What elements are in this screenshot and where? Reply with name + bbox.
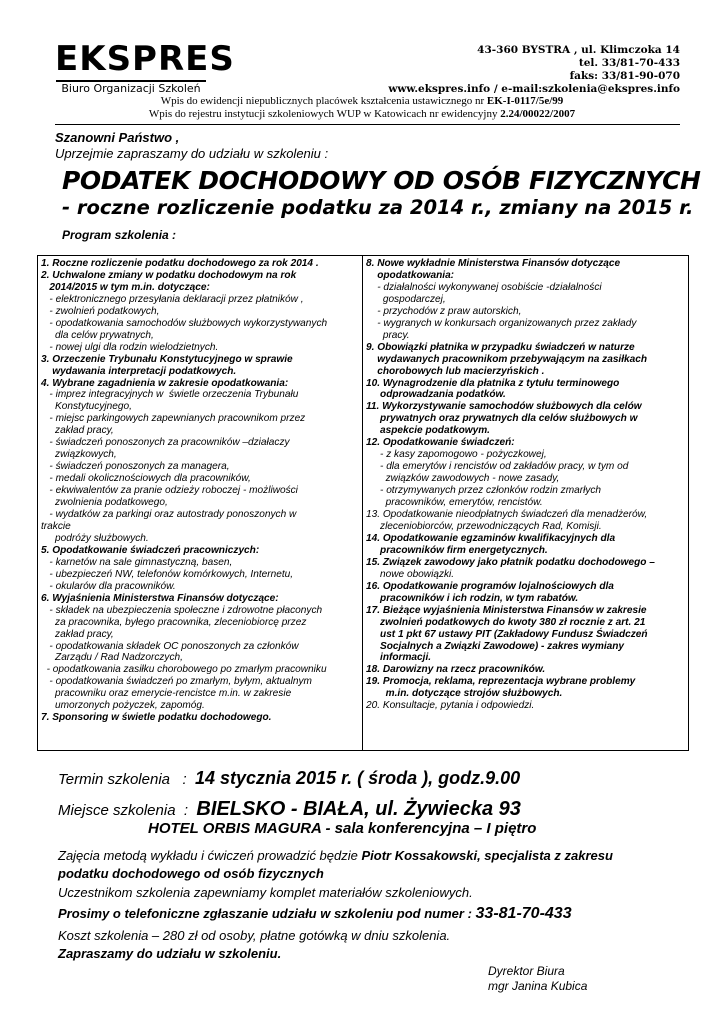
- program-line: - z kasy zapomogowo - pożyczkowej,: [366, 449, 547, 461]
- program-line: 18. Darowizny na rzecz pracowników.: [366, 664, 546, 676]
- program-line: 1. Roczne rozliczenie podatku dochodowego za rok 2014 .: [41, 258, 319, 269]
- program-line: 19. Promocja, reklama, reprezentacja wybrane problemy: [366, 676, 636, 688]
- program-line: za pracownika, byłego pracownika, zleceniobiorcę przez: [41, 616, 307, 628]
- program-line: pracowników i ich rodzin, w tym rabatów.: [366, 592, 579, 604]
- course-title: PODATEK DOCHODOWY OD OSÓB FIZYCZNYCH: [62, 166, 701, 195]
- program-line: Socjalnych a Związki Zawodowe) - zakres wymiany: [366, 640, 625, 652]
- program-line: m.in. dotyczące strojów służbowych.: [366, 688, 563, 700]
- program-line: 14. Opodatkowanie egzaminów kwalifikacyjnych dla: [366, 532, 616, 544]
- program-line: - imprez integracyjnych w świetle orzeczenia Trybunału: [41, 389, 299, 401]
- program-line: 7. Sponsoring w świetle podatku dochodowego.: [41, 712, 272, 724]
- program-line: - wydatków za parkingi oraz autostrady ponoszonych w: [41, 509, 297, 521]
- program-line: dla celów prywatnych,: [41, 329, 154, 341]
- program-line: odprowadzania podatków.: [366, 389, 506, 401]
- invitation: Uprzejmie zapraszamy do udziału w szkoleniu :: [55, 146, 329, 161]
- phone: tel. 33/81-70-433: [578, 57, 680, 69]
- greeting-block: [55, 130, 328, 162]
- place-label: Miejsce szkolenia :: [58, 802, 197, 819]
- program-line: 20. Konsultacje, pytania i odpowiedzi.: [366, 700, 535, 712]
- program-line: umorzonych pożyczek, zapomóg.: [41, 700, 205, 712]
- program-line: zakład pracy,: [41, 628, 114, 640]
- program-line: 2. Uchwalone zmiany w podatku dochodowym na rok: [41, 269, 297, 281]
- program-line: - medali okolicznościowych dla pracowników,: [41, 473, 251, 485]
- program-line: związków zawodowych - nowe zasady,: [366, 473, 560, 485]
- term-value: 14 stycznia 2015 r. ( środa ), godz.9.00: [195, 768, 521, 788]
- signature-name: mgr Janina Kubica: [488, 979, 588, 993]
- program-line: pracowników firm energetycznych.: [366, 544, 548, 556]
- program-line: - okularów dla pracowników.: [41, 580, 176, 592]
- program-line: 8. Nowe wykładnie Ministerstwa Finansów dotyczące: [366, 258, 621, 269]
- program-line: - opodatkowania zasiłku chorobowego po zmarłym pracowniku: [41, 664, 327, 676]
- program-line: wydawanych pracownikom przebywającym na zasiłkach: [366, 353, 648, 365]
- header-divider: [55, 124, 680, 125]
- program-line: - karnetów na sale gimnastyczną, basen,: [41, 556, 233, 568]
- program-line: 5. Opodatkowanie świadczeń pracowniczych:: [41, 544, 260, 556]
- materials-note: Uczestnikom szkolenia zapewniamy komplet materiałów szkoleniowych.: [58, 885, 473, 900]
- registration-phone[interactable]: 33-81-70-433: [475, 905, 572, 922]
- program-line: nowe obowiązki.: [366, 568, 455, 580]
- program-line: - działalności wykonywanej osobiście -działalności: [366, 281, 602, 293]
- program-line: - przychodów z praw autorskich,: [366, 305, 522, 317]
- program-line: 13. Opodatkowanie nieodpłatnych świadczeń dla menadżerów,: [366, 509, 648, 521]
- program-table: [37, 255, 689, 751]
- program-line: 11. Wykorzystywanie samochodów służbowych dla celów: [366, 401, 642, 413]
- registry-line-2: Wpis do rejestru instytucji szkoleniowych WUP w Katowicach nr ewidencyjny 2.24/00022/2007: [148, 108, 576, 120]
- program-line: - opodatkowania świadczeń po zmarłym, byłym, aktualnym: [41, 676, 312, 688]
- program-line: 12. Opodatkowanie świadczeń:: [366, 437, 515, 449]
- registration-line: Prosimy o telefoniczne zgłaszanie udziału w szkoleniu pod numer : 33-81-70-433: [58, 905, 572, 922]
- address: 43-360 BYSTRA , ul. Klimczoka 14: [477, 44, 680, 56]
- program-line: zleceniobiorców, przewodniczących Rad, Komisji.: [366, 520, 602, 532]
- program-line: pracy.: [366, 329, 410, 341]
- program-line: trakcie: [41, 520, 71, 532]
- closing-note: Zapraszamy do udziału w szkoleniu.: [58, 946, 282, 961]
- program-line: pracowniku oraz emerycie-rencistce m.in. w zakresie: [41, 688, 292, 700]
- program-line: Konstytucyjnego,: [41, 401, 132, 413]
- program-line: - wygranych w konkursach organizowanych przez zakłady: [366, 317, 637, 329]
- instructor-line: Zajęcia metodą wykładu i ćwiczeń prowadzić będzie Piotr Kossakowski, specjalista z zakresu: [58, 848, 613, 863]
- course-subtitle: - roczne rozliczenie podatku za 2014 r., zmiany na 2015 r.: [62, 196, 694, 219]
- program-line: podróży służbowych.: [41, 532, 149, 544]
- program-line: związkowych,: [41, 449, 117, 461]
- program-line: - opodatkowania składek OC ponoszonych za członków: [41, 640, 299, 652]
- program-line: 17. Bieżące wyjaśnienia Ministerstwa Finansów w zakresie: [366, 604, 647, 616]
- program-line: prywatnych oraz prywatnych dla celów służbowych w: [366, 413, 638, 425]
- program-line: zwolnień podatkowych do kwoty 380 zł rocznie z art. 21: [366, 616, 646, 628]
- program-line: - miejsc parkingowych zapewnianych pracownikom przez: [41, 413, 306, 425]
- cost-note: Koszt szkolenia – 280 zł od osoby, płatne gotówką w dniu szkolenia.: [58, 928, 451, 943]
- program-column-right: [363, 256, 688, 750]
- program-line: - dla emerytów i rencistów od zakładów pracy, w tym od: [366, 461, 629, 473]
- instructor-line-2: podatku dochodowego od osób fizycznych: [58, 866, 324, 881]
- program-line: zakład pracy,: [41, 425, 114, 437]
- program-line: - nowej ulgi dla rodzin wielodzietnych.: [41, 341, 219, 353]
- program-line: - opodatkowania samochodów służbowych wykorzystywanych: [41, 317, 328, 329]
- program-line: - świadczeń ponoszonych za pracowników –działaczy: [41, 437, 290, 449]
- contact-block: [388, 44, 680, 96]
- program-line: 3. Orzeczenie Trybunału Konstytucyjnego w sprawie: [41, 353, 293, 365]
- term-row: [58, 767, 520, 791]
- program-line: 16. Opodatkowanie programów lojalnościowych dla: [366, 580, 614, 592]
- program-line: aspekcie podatkowym.: [366, 425, 490, 437]
- program-line: pracowników, emerytów, rencistów.: [366, 497, 543, 509]
- greeting: Szanowni Państwo ,: [55, 130, 180, 145]
- program-line: 15. Związek zawodowy jako płatnik podatku dochodowego –: [366, 556, 655, 568]
- program-line: - ekwiwalentów za pranie odzieży roboczej - możliwości: [41, 485, 298, 497]
- registry-line-1: Wpis do ewidencji niepublicznych placówek kształcenia ustawicznego nr EK-I-0117/5e/99: [160, 95, 564, 107]
- program-line: wydawania interpretacji podatkowych.: [41, 365, 237, 377]
- program-line: informacji.: [366, 652, 432, 664]
- program-line: 4. Wybrane zagadnienia w zakresie opodatkowania:: [41, 377, 289, 389]
- company-logo: EKSPRES: [55, 39, 235, 79]
- website-email[interactable]: www.ekspres.info / e-mail:szkolenia@ekspres.info: [388, 83, 680, 95]
- hotel-name: HOTEL ORBIS MAGURA - sala konferencyjna – I piętro: [148, 820, 537, 837]
- program-line: zwolnienia podatkowego,: [41, 497, 168, 509]
- program-line: gospodarczej,: [366, 293, 446, 305]
- program-line: - zwolnień podatkowych,: [41, 305, 160, 317]
- program-line: 2014/2015 w tym m.in. dotyczące:: [41, 281, 210, 293]
- program-line: - świadczeń ponoszonych za managera,: [41, 461, 230, 473]
- program-line: 9. Obowiązki płatnika w przypadku świadczeń w naturze: [366, 341, 635, 353]
- logo-subtitle: Biuro Organizacji Szkoleń: [56, 80, 206, 95]
- program-line: - elektronicznego przesyłania deklaracji przez płatników ,: [41, 293, 304, 305]
- program-line: chorobowych lub macierzyńskich .: [366, 365, 545, 377]
- program-line: - składek na ubezpieczenia społeczne i zdrowotne płaconych: [41, 604, 323, 616]
- signature-title: Dyrektor Biura: [488, 964, 565, 978]
- program-line: - otrzymywanych przez członków rodzin zmarłych: [366, 485, 602, 497]
- program-line: opodatkowania:: [366, 269, 455, 281]
- fax: faks: 33/81-90-070: [569, 70, 680, 82]
- program-line: Zarządu / Rad Nadzorczych,: [41, 652, 183, 664]
- program-line: 10. Wynagrodzenie dla płatnika z tytułu terminowego: [366, 377, 620, 389]
- program-label: Program szkolenia :: [62, 228, 177, 242]
- program-line: - ubezpieczeń NW, telefonów komórkowych, Internetu,: [41, 568, 294, 580]
- term-label: Termin szkolenia :: [58, 771, 195, 788]
- place-value: BIELSKO - BIAŁA, ul. Żywiecka 93: [196, 798, 521, 820]
- program-column-left: [38, 256, 363, 750]
- program-line: 6. Wyjaśnienia Ministerstwa Finansów dotyczące:: [41, 592, 279, 604]
- program-line: ust 1 pkt 67 ustawy PIT (Zakładowy Fundusz Świadczeń: [366, 628, 648, 640]
